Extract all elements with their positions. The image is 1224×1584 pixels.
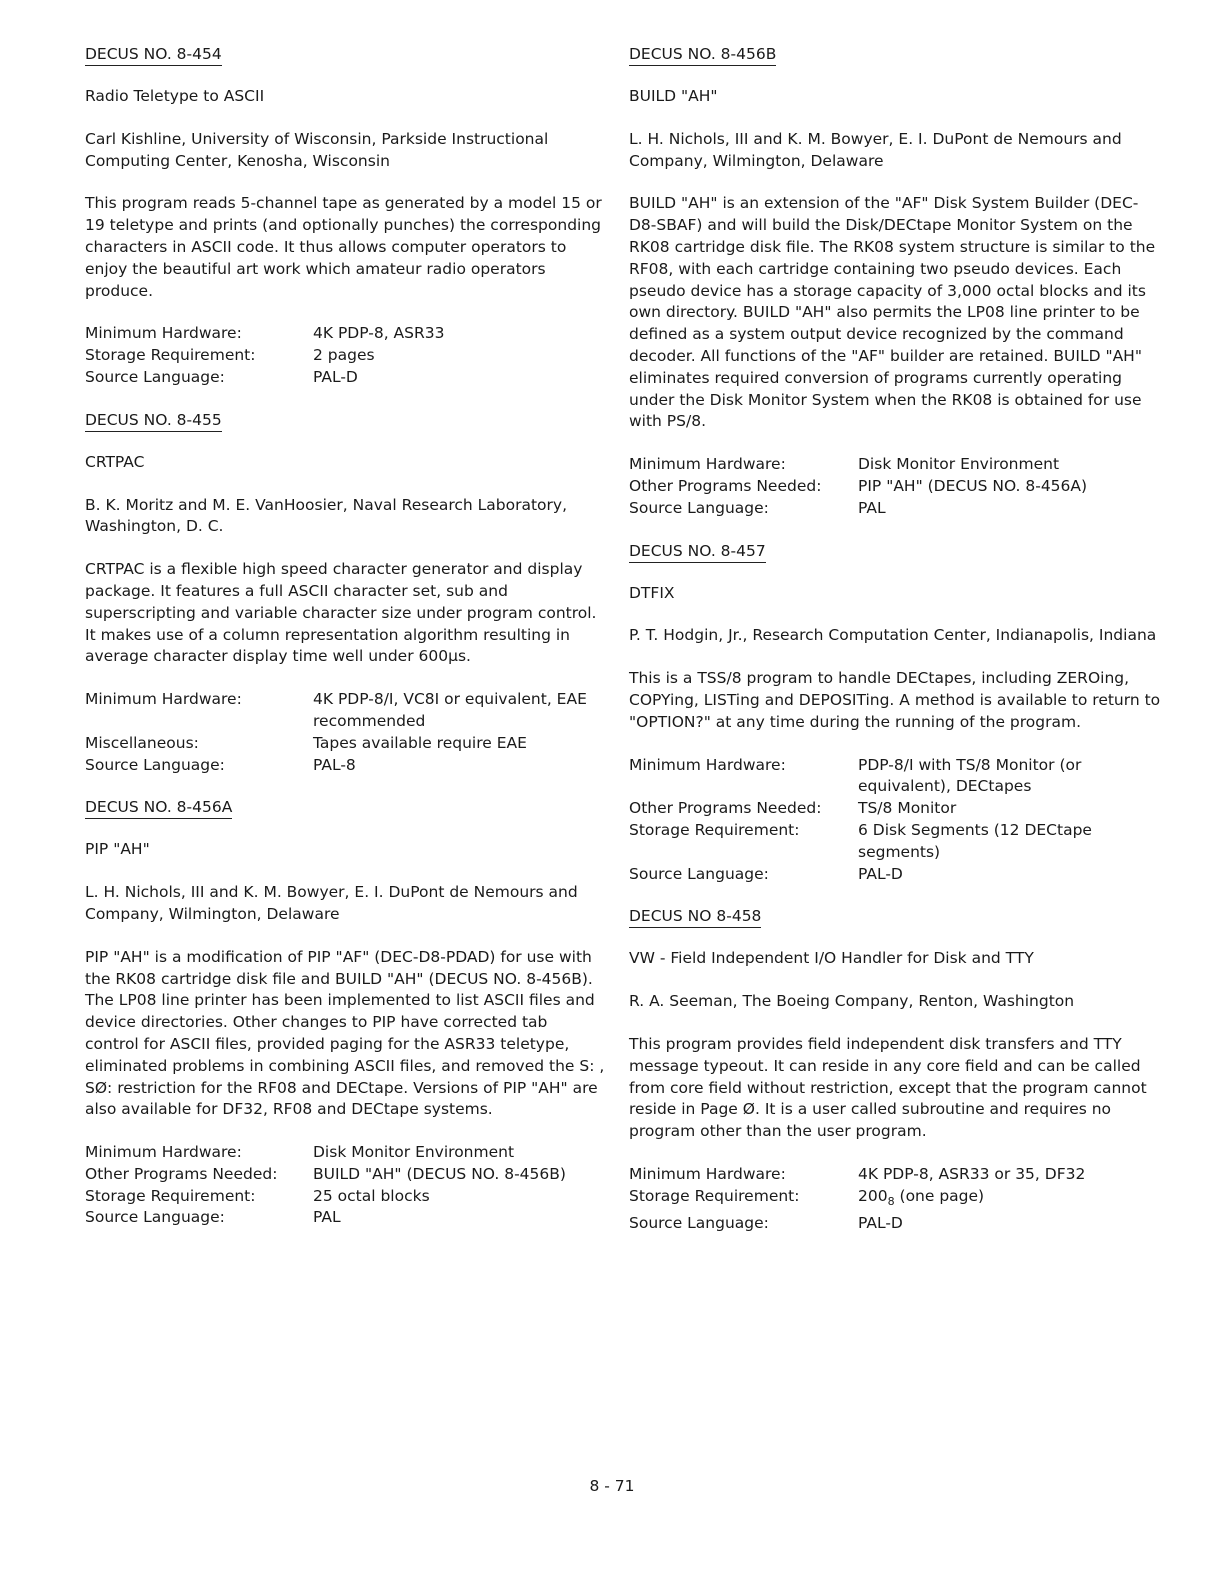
spec-value: PIP "AH" (DECUS NO. 8-456A) bbox=[858, 476, 1088, 495]
spec-value: 4K PDP-8/I, VC8I or equivalent, EAE recommended bbox=[313, 690, 587, 730]
spec-value: PAL-8 bbox=[313, 755, 356, 774]
entry-specs bbox=[85, 1142, 605, 1229]
spec-label: Minimum Hardware: bbox=[85, 1143, 242, 1162]
right-column bbox=[629, 44, 1164, 1255]
spec-label: Miscellaneous: bbox=[85, 733, 199, 752]
entry-8-458 bbox=[629, 906, 1164, 1234]
entry-description: BUILD "AH" is an extension of the "AF" Disk System Builder (DEC-D8-SBAF) and will build the Disk/DECtape Monitor System on the RK08 cartridge disk file. The RK08 system structure is similar to the RF08, with each cartridge containing two pseudo devices. Each pseudo device has a storage capacity of 3,000 octal blocks and its own directory. BUILD "AH" also permits the LP08 line printer to be defined as a system output device recognized by the command decoder. All functions of the "AF" builder are retained. BUILD "AH" eliminates required conversion of programs currently operating under the Disk Monitor System when the RK08 is obtained for use with PS/8. bbox=[629, 194, 1156, 431]
spec-value: 2 pages bbox=[313, 346, 375, 365]
entry-description: PIP "AH" is a modification of PIP "AF" (DEC-D8-PDAD) for use with the RK08 cartridge disk file and BUILD "AH" (DECUS NO. 8-456B). The LP08 line printer has been implemented to list ASCII files and device directories. Other changes to PIP have corrected tab control for ASCII files, provided paging for the ASR33 teletype, eliminated problems in combining ASCII files, and removed the S: , SØ: restriction for the RF08 and DECtape. Versions of PIP "AH" are also available for DF32, RF08 and DECtape systems. bbox=[85, 947, 605, 1119]
entry-title: DTFIX bbox=[629, 583, 675, 602]
spec-value: PAL bbox=[313, 1208, 341, 1227]
spec-label: Minimum Hardware: bbox=[629, 755, 786, 774]
spec-value: TS/8 Monitor bbox=[858, 799, 957, 818]
entry-specs bbox=[629, 454, 1164, 519]
spec-label: Other Programs Needed: bbox=[629, 476, 822, 495]
entry-description: This program reads 5-channel tape as generated by a model 15 or 19 teletype and prints (and optionally punches) the corresponding characters in ASCII code. It thus allows computer operators to enjoy the beautiful art work which amateur radio operators produce. bbox=[85, 194, 602, 300]
spec-label: Minimum Hardware: bbox=[85, 324, 242, 343]
spec-value: 25 octal blocks bbox=[313, 1186, 430, 1205]
spec-label: Source Language: bbox=[85, 1208, 225, 1227]
spec-label: Source Language: bbox=[629, 864, 769, 883]
entry-8-454 bbox=[85, 44, 605, 389]
spec-value: PAL-D bbox=[858, 1213, 903, 1232]
entry-title: BUILD "AH" bbox=[629, 87, 718, 105]
spec-label: Storage Requirement: bbox=[629, 1186, 800, 1205]
spec-label: Storage Requirement: bbox=[629, 820, 800, 839]
spec-value: 6 Disk Segments (12 DECtape segments) bbox=[858, 820, 1092, 861]
spec-label: Minimum Hardware: bbox=[85, 690, 242, 709]
spec-value-subscript: 8 bbox=[887, 1194, 895, 1208]
entry-authors: B. K. Moritz and M. E. VanHoosier, Naval Research Laboratory, Washington, D. C. bbox=[85, 495, 568, 536]
spec-value: 4K PDP-8, ASR33 or 35, DF32 bbox=[858, 1164, 1086, 1183]
entry-number: DECUS NO. 8-457 bbox=[629, 541, 766, 563]
spec-value-main: 200 bbox=[858, 1186, 888, 1205]
spec-value: PAL bbox=[858, 498, 886, 517]
spec-value: PDP-8/I with TS/8 Monitor (or equivalent), DECtapes bbox=[858, 755, 1082, 796]
entry-number: DECUS NO. 8-456A bbox=[85, 797, 232, 819]
entry-title: PIP "AH" bbox=[85, 840, 150, 859]
spec-label: Minimum Hardware: bbox=[629, 1164, 786, 1183]
entry-8-455 bbox=[85, 410, 605, 777]
entry-title: CRTPAC bbox=[85, 452, 145, 471]
entry-specs bbox=[629, 755, 1164, 886]
entry-specs bbox=[85, 323, 605, 388]
spec-label: Other Programs Needed: bbox=[85, 1164, 278, 1183]
spec-label: Source Language: bbox=[85, 755, 225, 774]
spec-value: PAL-D bbox=[313, 367, 358, 386]
spec-label: Source Language: bbox=[629, 498, 769, 517]
spec-label: Storage Requirement: bbox=[85, 1186, 256, 1205]
entry-authors: Carl Kishline, University of Wisconsin, Parkside Instructional Computing Center, Kenosha, Wisconsin bbox=[85, 129, 549, 170]
spec-label: Minimum Hardware: bbox=[629, 455, 786, 474]
spec-value: PAL-D bbox=[858, 864, 903, 883]
spec-value: Disk Monitor Environment bbox=[858, 455, 1060, 474]
entry-title: Radio Teletype to ASCII bbox=[85, 87, 265, 105]
spec-value bbox=[858, 1186, 1164, 1213]
entry-8-457 bbox=[629, 541, 1164, 886]
left-column bbox=[85, 44, 605, 1250]
entry-authors: L. H. Nichols, III and K. M. Bowyer, E. I. DuPont de Nemours and Company, Wilmington, Delaware bbox=[85, 883, 578, 923]
entry-authors: P. T. Hodgin, Jr., Research Computation Center, Indianapolis, Indiana bbox=[629, 626, 1157, 645]
entry-authors: R. A. Seeman, The Boeing Company, Renton, Washington bbox=[629, 992, 1075, 1011]
entry-number: DECUS NO. 8-456B bbox=[629, 44, 776, 66]
entry-description: This is a TSS/8 program to handle DECtapes, including ZEROing, COPYing, LISTing and DEPOSITing. A method is available to return to "OPTION?" at any time during the running of the program. bbox=[629, 669, 1161, 731]
spec-label: Storage Requirement: bbox=[85, 346, 256, 365]
page-number: 8 - 71 bbox=[589, 1477, 635, 1495]
spec-label: Other Programs Needed: bbox=[629, 799, 822, 818]
entry-description: This program provides field independent disk transfers and TTY message typeout. It can reside in any core field and can be called from core field without restriction, except that the program cannot reside in Page Ø. It is a user called subroutine and requires no program other than the user program. bbox=[629, 1034, 1147, 1141]
entry-number: DECUS NO. 8-455 bbox=[85, 410, 222, 432]
entry-description: CRTPAC is a flexible high speed character generator and display package. It features a full ASCII character set, sub and superscripting and variable character size under program control. It makes use of a column representation algorithm resulting in average character display time well under 600µs. bbox=[85, 560, 597, 666]
spec-value: Disk Monitor Environment bbox=[313, 1143, 515, 1162]
spec-value: 4K PDP-8, ASR33 bbox=[313, 324, 445, 343]
spec-value: BUILD "AH" (DECUS NO. 8-456B) bbox=[313, 1164, 566, 1183]
spec-value: Tapes available require EAE bbox=[313, 733, 527, 752]
entry-8-456a bbox=[85, 797, 605, 1229]
entry-8-456b bbox=[629, 44, 1164, 520]
spec-value-rest: (one page) bbox=[894, 1186, 985, 1205]
entry-specs bbox=[629, 1164, 1164, 1234]
spec-label: Source Language: bbox=[85, 367, 225, 386]
entry-specs bbox=[85, 689, 605, 776]
spec-label: Source Language: bbox=[629, 1213, 769, 1232]
entry-authors: L. H. Nichols, III and K. M. Bowyer, E. I. DuPont de Nemours and Company, Wilmington, Delaware bbox=[629, 129, 1122, 170]
entry-number: DECUS NO 8-458 bbox=[629, 906, 761, 928]
entry-title: VW - Field Independent I/O Handler for Disk and TTY bbox=[629, 949, 1034, 968]
entry-number: DECUS NO. 8-454 bbox=[85, 44, 222, 66]
